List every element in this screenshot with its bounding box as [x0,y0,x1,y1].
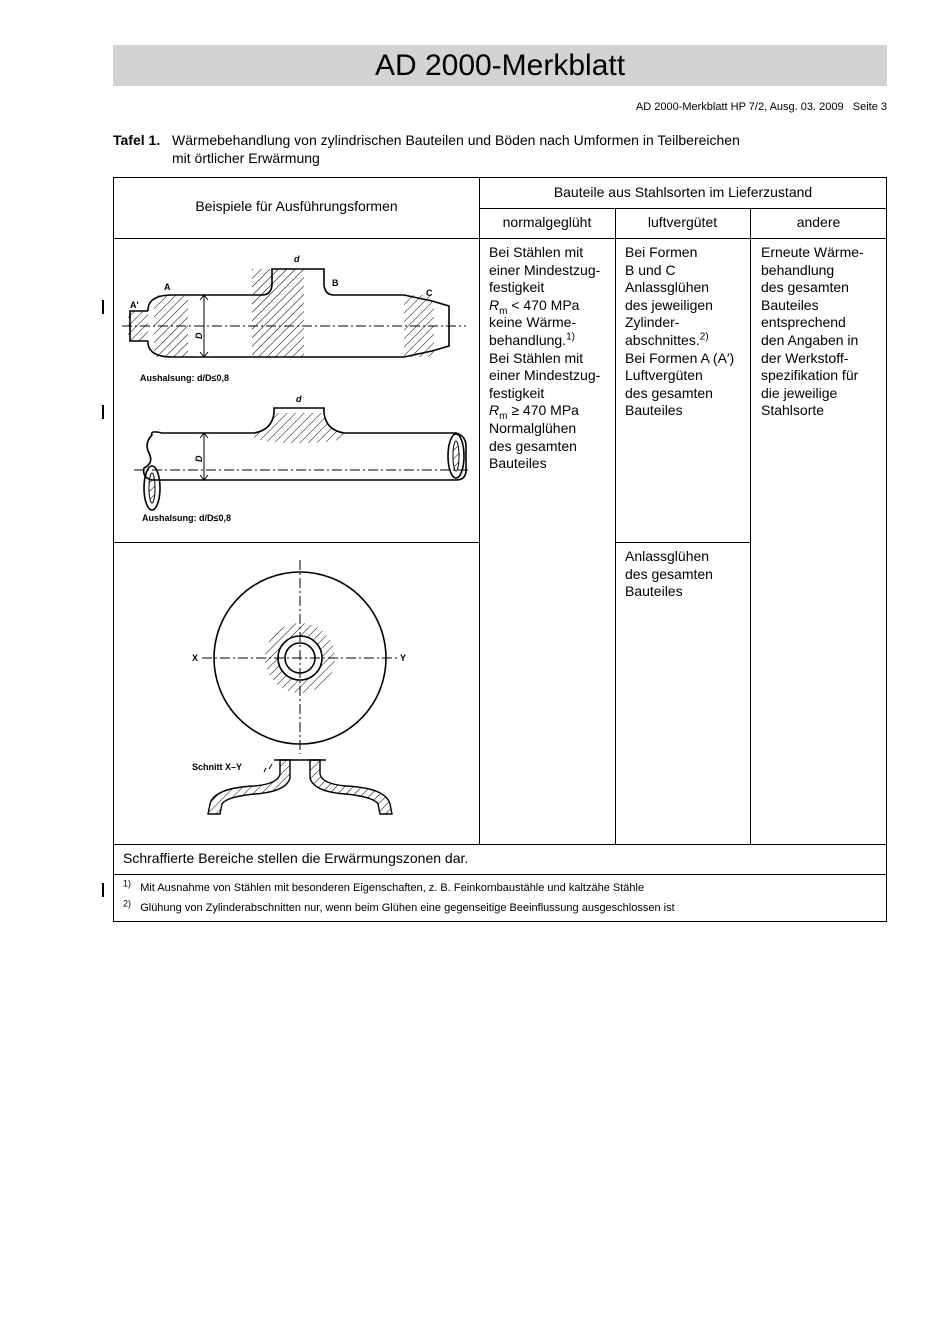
cylinder-with-nozzle [122,254,466,383]
cell-luftverguetet-head [625,548,747,601]
text-line: Anlassglühen [625,279,710,296]
text-line: Bauteiles [625,402,683,419]
table-label: Tafel 1. [113,132,161,148]
document-reference [636,101,887,113]
pipe-with-nozzle [134,394,469,523]
text-line: B und C [625,261,676,278]
grid-line [114,874,887,875]
rm-subscript: m [499,411,508,423]
footnote-ref: 2) [699,331,709,343]
footnote-ref: 1) [566,331,575,343]
hatch-note: Schraffierte Bereiche stellen die Erwärmungszonen dar. [123,850,469,866]
label-Y: Y [400,653,407,663]
grid-line [479,178,480,844]
text-line: des gesamten [489,437,577,454]
grid-line [750,208,751,844]
dished-head-drawing [114,542,479,844]
text-line: Stahlsorte [761,402,825,419]
change-bar [102,405,104,419]
column-header-examples: Beispiele für Ausführungsformen [195,198,398,214]
column-group-header: Bauteile aus Stahlsorten im Lieferzustand [553,184,813,200]
text-line: einer Mindestzug- [489,367,601,384]
text-line: festigkeit [489,384,545,401]
rm-value: ≥ 470 MPa [511,402,579,419]
cell-normalgeglueht [489,244,611,473]
text-line: entsprechend [761,314,846,331]
caption-line-2: mit örtlicher Erwärmung [172,150,320,166]
text-line: Erneute Wärme- [761,244,864,260]
column-header-andere: andere [796,214,841,230]
text-line: Bei Formen [625,244,698,260]
text-line: Bei Stählen mit [489,244,584,260]
footnote-mark: 2) [123,898,132,909]
grid-line [114,844,887,845]
label-d: d [294,254,300,264]
rm-subscript: m [499,305,508,317]
page-number: Seite 3 [852,101,887,113]
footnote-text: Mit Ausnahme von Stählen mit besonderen Eigenschaften, z. B. Feinkornbaustähle und kaltzähe Stähle [140,882,645,894]
text-line [489,332,611,350]
text-line: Bauteiles [761,296,819,313]
text-line: des gesamten [625,565,713,582]
text-line: Bei Formen A (A′) [625,349,735,366]
rm-symbol: R [489,296,500,313]
rm-symbol: R [489,402,500,419]
label-A: A [164,282,171,292]
footnote-2 [123,898,883,918]
cell-andere [761,244,885,420]
text-span: behandlung. [489,331,567,348]
text-line: behandlung [761,261,835,278]
cell-luftverguetet-cylinder [625,244,747,420]
column-header-normalgeglueht: normalgeglüht [502,214,592,230]
label-C: C [426,288,433,298]
cylinder-drawing [114,238,479,542]
footnote-1 [123,878,883,898]
text-line: Bei Stählen mit [489,349,584,366]
footnote-mark: 1) [123,878,132,889]
rm-condition-lt [489,297,611,315]
label-A-prime: A' [130,300,139,310]
label-B: B [332,278,339,288]
text-line: Luftvergüten [625,367,703,384]
grid-line [479,208,887,209]
text-line: keine Wärme- [489,314,577,331]
rm-condition-ge [489,402,611,423]
text-line: den Angaben in [761,331,859,348]
footnote-text: Glühung von Zylinderabschnitten nur, wenn beim Glühen eine gegenseitige Beeinflussung ausgeschlossen ist [140,902,675,914]
text-line: Bauteiles [625,583,683,600]
text-line: Anlassglühen [625,548,710,564]
change-bar [102,883,104,897]
text-line: des gesamten [761,279,849,296]
change-bar [102,300,104,314]
rm-value: < 470 MPa [511,296,580,313]
text-line: des gesamten [625,384,713,401]
grid-line [615,208,616,844]
text-line: der Werkstoff- [761,349,849,366]
text-line: Zylinder- [625,314,680,331]
label-X: X [192,653,199,663]
table-caption [113,131,833,167]
note-aushalsung-1: Aushalsung: d/D≤0,8 [140,373,229,383]
text-span: abschnittes. [625,331,700,348]
reference-text: AD 2000-Merkblatt HP 7/2, Ausg. 03. 2009 [635,101,844,113]
caption-line-1: Wärmebehandlung von zylindrischen Bauteilen und Böden nach Umformen in Teilbereichen [172,132,740,148]
heat-treatment-table [113,177,887,922]
label-d: d [296,394,302,404]
label-D: D [194,455,204,462]
section-right [310,760,392,814]
text-line: die jeweilige [761,384,838,401]
text-line: Bauteiles [489,455,547,472]
column-header-luftverguetet: luftvergütet [647,214,718,230]
text-line: einer Mindestzug- [489,261,601,278]
text-line: festigkeit [489,279,545,296]
label-D: D [194,332,204,339]
footnotes [123,878,883,918]
text-line: spezifikation für [761,367,859,384]
section-label: Schnitt X–Y [192,762,243,772]
note-aushalsung-2: Aushalsung: d/D≤0,8 [142,513,231,523]
text-line: des jeweiligen [625,296,713,313]
document-title-banner: AD 2000-Merkblatt [113,45,887,86]
grid-line [615,542,750,543]
text-line: Normalglühen [489,419,577,436]
text-line [625,332,747,350]
